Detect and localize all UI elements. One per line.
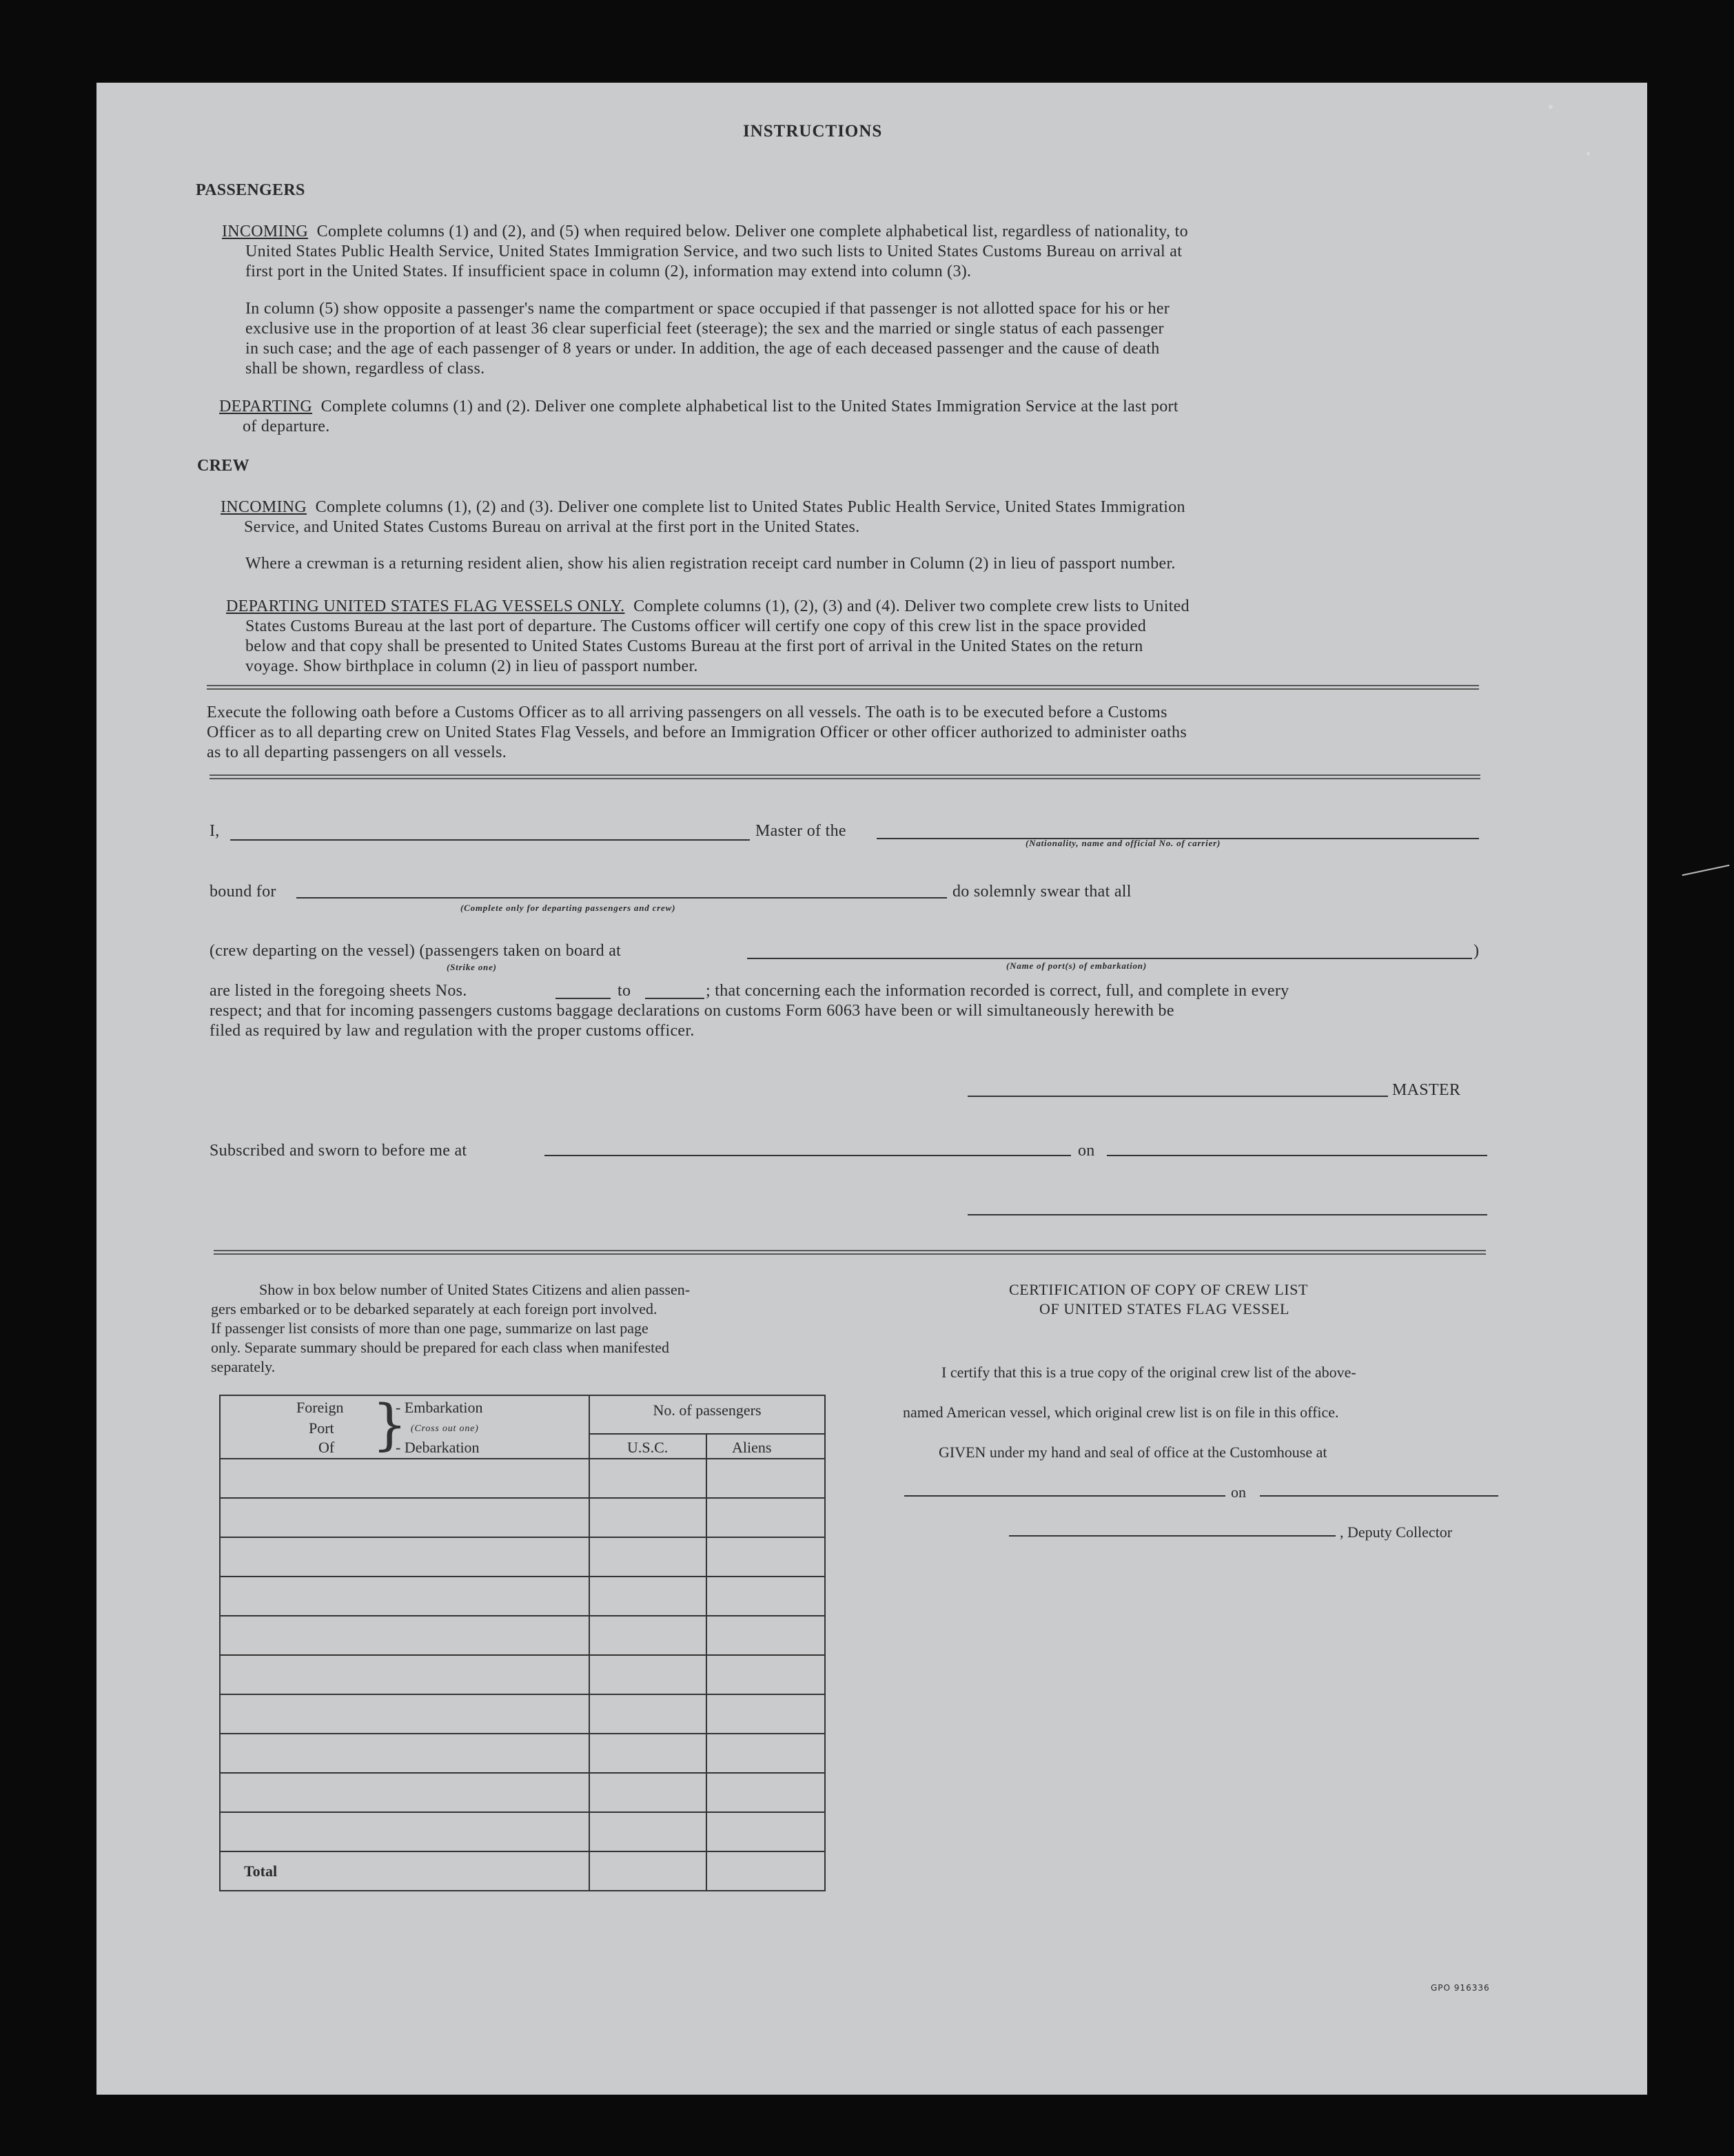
aliens-cell[interactable] [706,1459,825,1498]
no-passengers-header [589,1395,825,1459]
port-cell[interactable] [220,1655,589,1694]
table-row [220,1459,825,1498]
port-cell[interactable] [220,1616,589,1655]
on-label: on [1231,1483,1246,1501]
brace-icon: } [372,1393,407,1457]
text-line: first port in the United States. If insufficient space in column (2), information may extend into column (3). [245,263,972,280]
passengers-incoming [222,222,1188,242]
aliens-cell[interactable] [706,1655,825,1694]
divider [210,774,1480,779]
text-line: named American vessel, which original crew list is on file in this office. [903,1404,1339,1421]
aliens-cell[interactable] [706,1694,825,1734]
certification-title: OF UNITED STATES FLAG VESSEL [1039,1300,1289,1317]
text-line: GIVEN under my hand and seal of office at the Customhouse at [939,1444,1327,1461]
total-row [220,1851,825,1891]
debarkation-label: - Debarkation [396,1439,480,1456]
aliens-cell[interactable] [706,1773,825,1812]
table-row [220,1616,825,1655]
aliens-cell[interactable] [706,1577,825,1616]
column-divider [706,1433,707,1458]
strike-caption: (Strike one) [447,962,497,972]
incoming-label: INCOMING [222,223,309,240]
port-line[interactable] [747,958,1472,959]
usc-cell[interactable] [589,1694,706,1734]
port-cell[interactable] [220,1734,589,1773]
text-line: Service, and United States Customs Bureau on arrival at the first port in the United States. [244,518,860,536]
crew-departing [226,597,1190,617]
subscribed-date-line[interactable] [1107,1155,1487,1156]
usc-cell[interactable] [589,1498,706,1537]
embarkation-label: - Embarkation [396,1399,483,1416]
aliens-cell[interactable] [706,1734,825,1773]
carrier-caption: (Nationality, name and official No. of carrier) [1026,838,1221,848]
text-line: I certify that this is a true copy of the original crew list of the above- [941,1364,1356,1381]
text-line: below and that copy shall be presented to United States Customs Bureau at the first port of arrival in the United States on the return [245,637,1143,655]
foreign-label: Foreign [296,1399,344,1416]
text-line: exclusive use in the proportion of at least 36 clear superficial feet (steerage); the sex and the married or single status of each passenger [245,320,1164,338]
crew-incoming [221,497,1185,517]
master-label: MASTER [1392,1081,1461,1099]
text-line: in such case; and the age of each passenger of 8 years or under. In addition, the age of each deceased passenger and the cause of death [245,340,1160,358]
port-cell[interactable] [220,1459,589,1498]
master-of-the-label: Master of the [755,822,846,840]
divider [214,1250,1486,1255]
bound-for-line[interactable] [296,897,947,899]
departing-flag-label: DEPARTING UNITED STATES FLAG VESSELS ONLY. [226,597,625,615]
text-line: Show in box below number of United States Citizens and alien passen- [259,1281,691,1298]
gpo-code: GPO 916336 [1431,1983,1490,1993]
text-line: gers embarked or to be debarked separately at each foreign port involved. [211,1300,657,1317]
film-speck [1587,152,1590,156]
on-label: on [1078,1142,1095,1160]
departing-label: DEPARTING [219,398,313,415]
text-line: of departure. [243,418,330,435]
incoming-label: INCOMING [221,498,307,516]
passenger-summary-table [219,1395,826,1891]
aliens-cell[interactable] [706,1812,825,1851]
officer-signature-line[interactable] [968,1214,1487,1215]
usc-cell[interactable] [589,1537,706,1577]
text-line: Where a crewman is a returning resident alien, show his alien registration receipt card number in Column (2) in lieu of passport number. [245,555,1176,573]
sheets-to: to [618,982,631,1000]
aliens-cell[interactable] [706,1616,825,1655]
certification-title: CERTIFICATION OF COPY OF CREW LIST [1009,1281,1309,1298]
swear-text: do solemnly swear that all [952,883,1132,901]
table-row [220,1655,825,1694]
text-line: separately. [211,1358,276,1375]
text-line: Officer as to all departing crew on United States Flag Vessels, and before an Immigration Officer or other officer authorized to administer oaths [207,723,1187,741]
close-paren: ) [1473,942,1480,960]
bound-caption: (Complete only for departing passengers and crew) [460,903,676,913]
table-row [220,1734,825,1773]
aliens-cell[interactable] [706,1537,825,1577]
usc-cell[interactable] [589,1577,706,1616]
customhouse-line[interactable] [904,1495,1225,1497]
crew-vessel-text: (crew departing on the vessel) (passengers taken on board at [210,942,622,960]
port-label: Port [309,1419,334,1437]
aliens-total-cell[interactable] [706,1851,825,1891]
text-line: If passenger list consists of more than one page, summarize on last page [211,1320,649,1337]
total-label: Total [220,1851,589,1891]
text-line: In column (5) show opposite a passenger's name the compartment or space occupied if that passenger is not allotted space for his or her [245,300,1170,318]
table-row [220,1537,825,1577]
port-cell[interactable] [220,1812,589,1851]
subscribed-place-line[interactable] [544,1155,1071,1156]
aliens-cell[interactable] [706,1498,825,1537]
text-line: filed as required by law and regulation with the proper customs officer. [210,1022,695,1040]
usc-cell[interactable] [589,1616,706,1655]
table-row [220,1577,825,1616]
table-row [220,1694,825,1734]
passengers-heading: PASSENGERS [196,181,305,199]
sheet-from-line[interactable] [555,998,611,999]
master-signature-line[interactable] [968,1096,1388,1097]
text-line: Complete columns (1) and (2), and (5) when required below. Deliver one complete alphabetical list, regardless of nationality, to [316,223,1188,240]
of-label: Of [318,1439,335,1456]
deputy-collector-label: , Deputy Collector [1340,1523,1453,1541]
header-divider [590,1433,824,1435]
usc-cell[interactable] [589,1734,706,1773]
text-line: Complete columns (1), (2), (3) and (4). Deliver two complete crew lists to United [633,597,1190,615]
passengers-departing [219,397,1179,417]
text-line: as to all departing passengers on all vessels. [207,743,507,761]
port-cell[interactable] [220,1694,589,1734]
deputy-collector-line[interactable] [1009,1535,1336,1537]
usc-cell[interactable] [589,1655,706,1694]
film-scratch [1682,865,1730,876]
master-name-line[interactable] [230,839,750,841]
usc-cell[interactable] [589,1812,706,1851]
text-line: only. Separate summary should be prepared for each class when manifested [211,1339,670,1356]
text-line: voyage. Show birthplace in column (2) in lieu of passport number. [245,657,698,675]
text-line: Execute the following oath before a Customs Officer as to all arriving passengers on all vessels. The oath is to be executed before a Customs [207,704,1167,721]
sheet-to-line[interactable] [645,998,704,999]
usc-cell[interactable] [589,1459,706,1498]
subscribed-text: Subscribed and sworn to before me at [210,1142,467,1160]
table-row [220,1498,825,1537]
usc-label: U.S.C. [627,1439,669,1456]
usc-total-cell[interactable] [589,1851,706,1891]
divider [207,685,1479,690]
port-cell[interactable] [220,1577,589,1616]
port-cell[interactable] [220,1537,589,1577]
foreign-port-header [220,1395,589,1459]
port-caption: (Name of port(s) of embarkation) [1006,961,1147,971]
no-passengers-label: No. of passengers [653,1402,762,1419]
text-line: States Customs Bureau at the last port of departure. The Customs officer will certify one copy of this crew list in the space provided [245,617,1147,635]
text-line: shall be shown, regardless of class. [245,360,485,378]
sheets-text-a: are listed in the foregoing sheets Nos. [210,982,467,1000]
text-line: Complete columns (1), (2) and (3). Deliver one complete list to United States Public Health Service, United States Immigration [315,498,1185,516]
crew-heading: CREW [197,457,249,475]
port-cell[interactable] [220,1498,589,1537]
film-speck [1549,105,1553,109]
table-row [220,1773,825,1812]
table-row [220,1812,825,1851]
port-cell[interactable] [220,1773,589,1812]
bound-for-label: bound for [210,883,276,901]
text-line: Complete columns (1) and (2). Deliver one complete alphabetical list to the United States Immigration Service at the last port [320,398,1179,415]
oath-i: I, [210,822,220,840]
cross-out-caption: (Cross out one) [411,1424,479,1434]
certification-date-line[interactable] [1260,1495,1498,1497]
text-line: United States Public Health Service, United States Immigration Service, and two such lists to United States Customs Bureau on arrival at [245,243,1183,260]
text-line: respect; and that for incoming passengers customs baggage declarations on customs Form 6063 have been or will simultaneously herewith be [210,1002,1174,1020]
usc-cell[interactable] [589,1773,706,1812]
page-title: INSTRUCTIONS [743,122,883,141]
sheets-text-b: ; that concerning each the information recorded is correct, full, and complete in every [706,982,1289,1000]
aliens-label: Aliens [732,1439,772,1456]
